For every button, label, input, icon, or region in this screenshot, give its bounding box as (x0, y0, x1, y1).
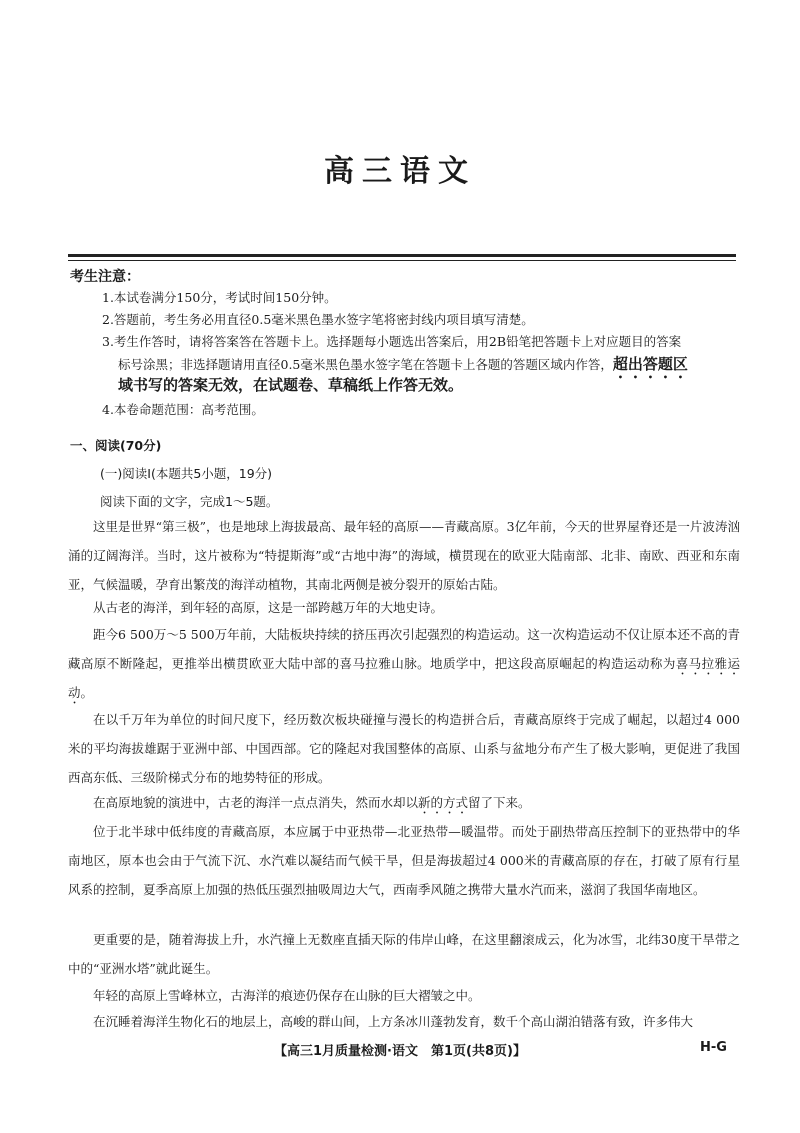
section-sub-heading: (一)阅读Ⅰ(本题共5小题，19分) (100, 466, 273, 481)
notice-item-3-line-1: 3.考生作答时，请将答案答在答题卡上。选择题每小题选出答案后，用2B铅笔把答题卡上对应题目的答案 (102, 334, 682, 349)
passage-term-himalaya: 喜马拉雅运动 (68, 656, 740, 700)
passage-paragraph-5-end: 留了下来。 (468, 795, 531, 810)
notice-item-3-line-2-text: 标号涂黑；非选择题请用直径0.5毫米黑色墨水签字笔在答题卡上各题的答题区域内作答， (118, 357, 613, 372)
passage-paragraph-4: 在以千万年为单位的时间尺度下，经历数次板块碰撞与漫长的构造拼合后，青藏高原终于完成了崛起，以超过4 000米的平均海拔雄踞于亚洲中部、中国西部。它的隆起对我国整体的高原、山系与盆地分布产生了极大影响，更促进了我国西高东低、三级阶梯式分布的地势特征的形成。 (68, 712, 740, 785)
passage-paragraph-8: 年轻的高原上雪峰林立，古海洋的痕迹仍保存在山脉的巨大褶皱之中。 (93, 988, 481, 1003)
passage-paragraph-5 (68, 788, 740, 817)
notice-item-3-line-3: 域书写的答案无效，在试题卷、草稿纸上作答无效。 (118, 376, 464, 394)
passage-paragraph-1: 这里是世界“第三极”，也是地球上海拔最高、最年轻的高原——青藏高原。3亿年前，今天的世界屋脊还是一片波涛汹涌的辽阔海洋。当时，这片被称为“特提斯海”或“古地中海”的海域，横贯现在的欧亚大陆南部、北非、南欧、西亚和东南亚，气候温暖，孕育出繁茂的海洋动植物，其南北两侧是被分裂开的原始古陆。 (68, 519, 740, 592)
passage-paragraph-3 (68, 620, 740, 707)
notice-item-3-emphasis: 超出答题区 (612, 355, 688, 373)
passage-paragraph-5-text: 在高原地貌的演进中，古老的海洋一点点消失，然而水却以 (93, 795, 419, 810)
page-title: 高三语文 (324, 154, 476, 189)
paper-code: H-G (700, 1040, 727, 1055)
passage-paragraph-6: 位于北半球中低纬度的青藏高原，本应属于中亚热带—北亚热带—暖温带。而处于副热带高压控制下的亚热带中的华南地区，原本也会由于气流下沉、水汽难以凝结而气候干旱，但是海拔超过4 000米的青藏高原的存在，打破了原有行星风系的控制，夏季高原上加强的热低压强烈抽吸周边大气，西南季风随之携带大量水汽而来，滋润了我国华南地区。 (68, 824, 740, 897)
page-footer: 【高三1月质量检测·语文 第1页(共8页)】 (274, 1044, 526, 1059)
passage-paragraph-9: 在沉睡着海洋生物化石的地层上，高峻的群山间，上方条冰川蓬勃发育，数千个高山湖泊错落有致，许多伟大 (93, 1014, 694, 1029)
notice-heading: 考生注意： (70, 269, 140, 285)
header-divider-thin (68, 260, 736, 261)
passage-paragraph-3-end: 。 (80, 685, 94, 700)
section-heading: 一、阅读(70分) (70, 438, 162, 453)
passage-paragraph-2: 从古老的海洋，到年轻的高原，这是一部跨越万年的大地史诗。 (93, 600, 444, 615)
header-divider-thick (68, 254, 736, 257)
section-instruction: 阅读下面的文字，完成1～5题。 (100, 494, 279, 509)
passage-paragraph-3-text: 距今6 500万～5 500万年前，大陆板块持续的挤压再次引起强烈的构造运动。这一次构造运动不仅让原本还不高的青藏高原不断隆起，更推举出横贯欧亚大陆中部的喜马拉雅山脉。地质学中，把这段高原崛起的构造运动称为 (68, 627, 740, 671)
passage-paragraph-7: 更重要的是，随着海拔上升，水汽撞上无数座直插天际的伟岸山峰，在这里翻滚成云，化为冰雪，北纬30度干旱带之中的“亚洲水塔”就此诞生。 (68, 932, 740, 976)
notice-item-4: 4.本卷命题范围：高考范围。 (102, 402, 264, 417)
notice-item-2: 2.答题前，考生务必用直径0.5毫米黑色墨水签字笔将密封线内项目填写清楚。 (102, 312, 534, 327)
passage-term-new-way: 新的方式 (418, 795, 469, 810)
notice-item-1: 1.本试卷满分150分，考试时间150分钟。 (102, 290, 337, 305)
